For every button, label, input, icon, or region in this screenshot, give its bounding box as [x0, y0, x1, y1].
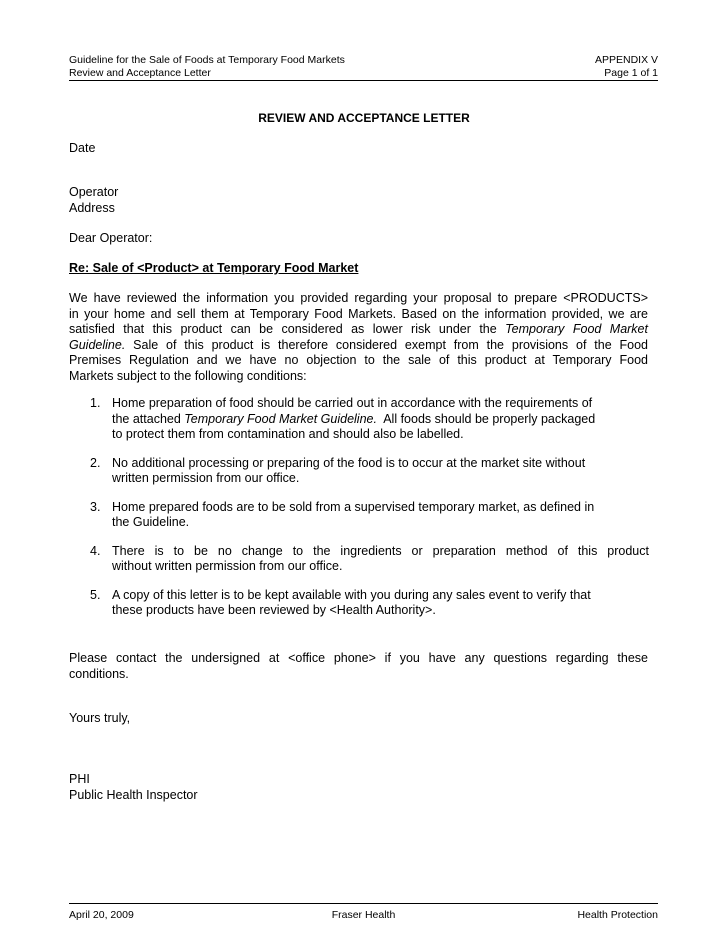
operator-label: Operator — [69, 185, 119, 199]
condition-line: A copy of this letter is to be kept available with you during any sales event to verify that — [112, 587, 591, 602]
header-appendix-label: APPENDIX V — [594, 54, 658, 66]
salutation: Dear Operator: — [69, 231, 153, 245]
condition-line: Home prepared foods are to be sold from a supervised temporary market, as defined in — [112, 499, 595, 514]
condition-line: without written permission from our office. — [112, 559, 343, 573]
closing: Yours truly, — [69, 711, 131, 725]
intro-line — [69, 338, 648, 354]
condition-text — [112, 500, 649, 531]
condition-line: written permission from our office. — [112, 471, 300, 485]
signature-name: PHI — [69, 772, 90, 786]
condition-line: No additional processing or preparing of the food is to occur at the market site without — [112, 455, 586, 470]
condition-fragment: All foods should be properly packaged — [376, 411, 596, 426]
intro-text: Sale of this product is therefore considered exempt from the provisions of the Food — [125, 337, 648, 352]
condition-line: the Guideline. — [112, 515, 190, 529]
footer-date: April 20, 2009 — [69, 909, 134, 921]
page-header — [69, 54, 658, 80]
intro-line — [69, 322, 648, 338]
condition-fragment: the attached — [112, 411, 185, 426]
guideline-reference: Temporary Food Market Guideline. — [184, 411, 377, 426]
header-guideline-title: Guideline for the Sale of Foods at Temporary Food Markets — [69, 54, 345, 66]
header-document-name: Review and Acceptance Letter — [69, 67, 211, 79]
header-page-number: Page 1 of 1 — [604, 67, 658, 79]
condition-text — [112, 544, 649, 575]
address-label: Address — [69, 200, 115, 215]
condition-number: 2. — [90, 455, 101, 470]
condition-line: Home preparation of food should be carried out in accordance with the requirements of — [112, 396, 593, 410]
footer-organization: Fraser Health — [331, 909, 396, 921]
condition-item — [69, 500, 649, 531]
intro-line: We have reviewed the information you provided regarding your proposal to prepare <PRODUCTS> — [69, 291, 648, 305]
intro-line: Markets subject to the following conditions: — [69, 368, 307, 383]
intro-line: Premises Regulation and we have no objection to the sale of this product at Temporary Food — [69, 353, 648, 367]
condition-text — [112, 588, 649, 619]
footer-divider — [69, 903, 658, 904]
condition-line: these products have been reviewed by <Health Authority>. — [112, 603, 436, 617]
conditions-list — [69, 396, 649, 632]
header-row-2 — [69, 67, 658, 80]
condition-text — [112, 456, 649, 487]
header-row-1 — [69, 54, 658, 67]
subject-line: Re: Sale of <Product> at Temporary Food Market — [69, 261, 359, 275]
intro-line: in your home and sell them at Temporary Food Markets. Based on the information provided, we are — [69, 306, 648, 321]
contact-line: conditions. — [69, 666, 129, 681]
condition-line: to protect them from contamination and should also be labelled. — [112, 427, 464, 441]
signature-block — [69, 772, 198, 803]
recipient-block — [69, 185, 118, 216]
condition-item — [69, 588, 649, 619]
condition-text — [112, 396, 649, 443]
condition-item — [69, 456, 649, 487]
condition-number: 1. — [90, 396, 101, 410]
contact-paragraph — [69, 651, 648, 682]
condition-number: 4. — [90, 543, 101, 558]
signature-title: Public Health Inspector — [69, 787, 198, 802]
guideline-reference: Guideline. — [69, 337, 126, 352]
footer-department: Health Protection — [577, 909, 658, 921]
intro-paragraph — [69, 291, 648, 384]
condition-item — [69, 396, 649, 443]
intro-text: satisfied that this product can be considered as lower risk under the — [69, 322, 506, 336]
condition-line: There is to be no change to the ingredients or preparation method of this product — [112, 543, 649, 558]
date-label: Date — [69, 141, 96, 155]
condition-line — [112, 412, 649, 428]
condition-item — [69, 544, 649, 575]
condition-number: 3. — [90, 499, 101, 514]
condition-number: 5. — [90, 587, 101, 602]
guideline-reference: Temporary Food Market — [505, 322, 648, 336]
header-divider — [69, 80, 658, 81]
contact-line: Please contact the undersigned at <office phone> if you have any questions regarding these — [69, 651, 648, 665]
page-footer — [69, 909, 658, 921]
letter-title: REVIEW AND ACCEPTANCE LETTER — [258, 111, 470, 125]
